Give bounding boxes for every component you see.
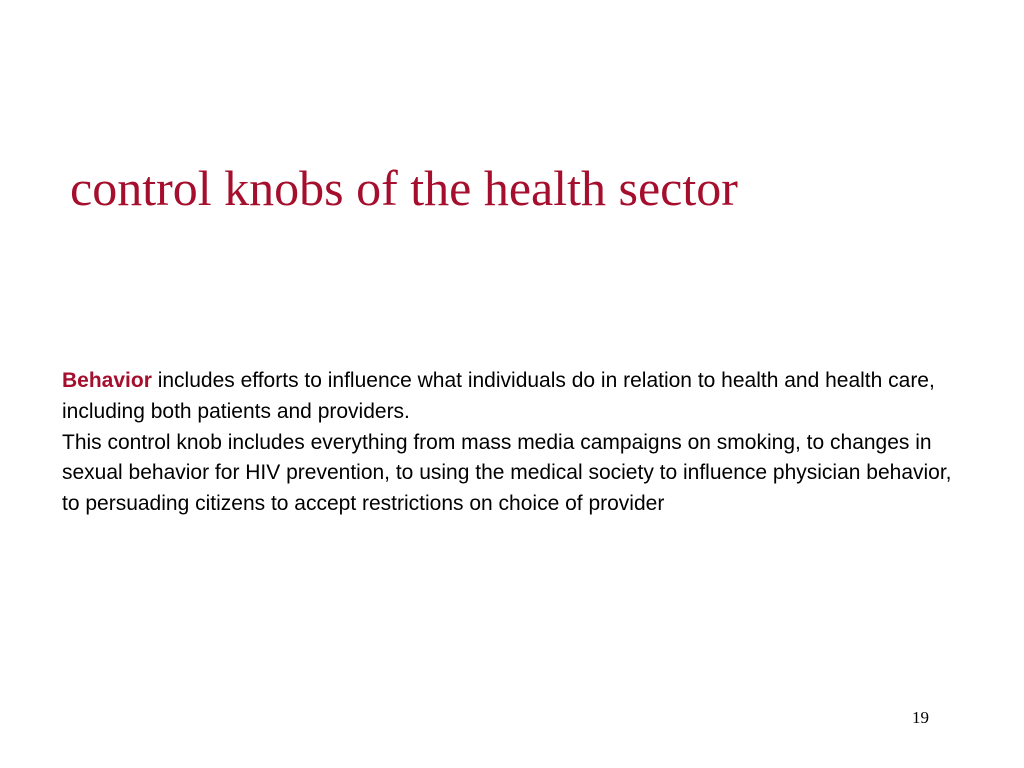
slide-title: control knobs of the health sector xyxy=(70,160,738,216)
control-knob-paragraph: This control knob includes everything from mass media campaigns on smoking, to changes in sexual behavior for HIV prevention, to using the medical society to influence physician behavior, to persuading citizens to accept restrictions on choice of provider xyxy=(62,430,952,516)
behavior-paragraph xyxy=(62,366,962,428)
behavior-term: Behavior xyxy=(62,369,152,392)
page-number: 19 xyxy=(912,708,929,727)
behavior-description: includes efforts to influence what individuals do in relation to health and health care, including both patients and providers. xyxy=(62,369,935,423)
slide-body xyxy=(62,366,962,520)
